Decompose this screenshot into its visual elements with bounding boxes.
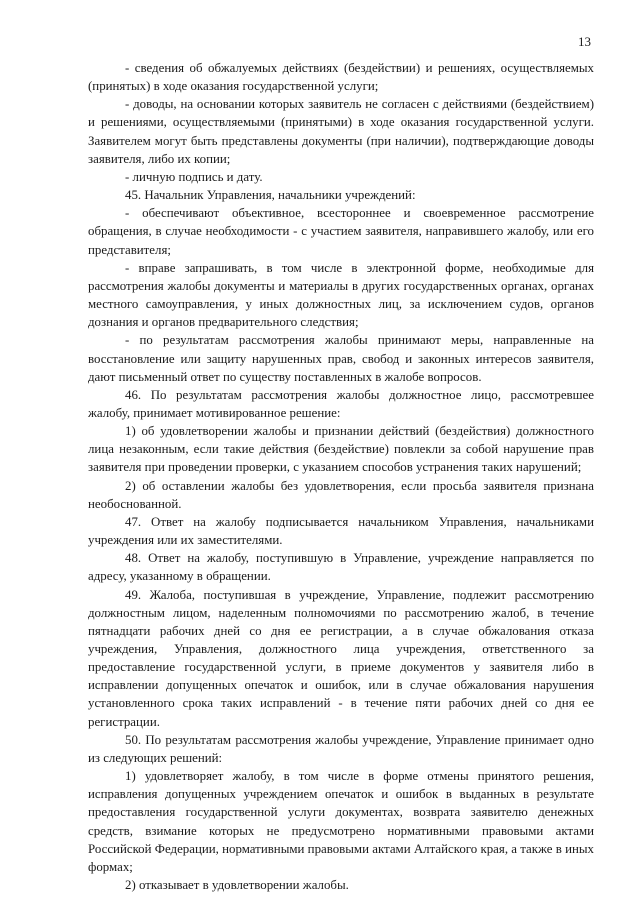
- paragraph: - личную подпись и дату.: [125, 169, 263, 184]
- paragraph: - сведения об обжалуемых действиях (бездействии) и решениях, осуществляемых (принятых) в ходе оказания государственной услуги;: [88, 61, 594, 94]
- paragraph: 1) об удовлетворении жалобы и признании действий (бездействия) должностного лица незаконным, если такие действия (бездействие) повлекли за собой нарушение прав заявителя при проведении проверки, с указанием способов устранения таких нарушений;: [88, 424, 594, 475]
- document-body: [88, 59, 594, 894]
- paragraph: - по результатам рассмотрения жалобы принимают меры, направленные на восстановление или защиту нарушенных прав, свобод и законных интересов заявителя, дают письменный ответ по существу поставленных в жалобе вопросов.: [88, 333, 594, 384]
- paragraph: 1) удовлетворяет жалобу, в том числе в форме отмены принятого решения, исправления допущенных учреждением опечаток и ошибок в выданных в результате предоставления государственной услуги документах, возврата заявителю денежных средств, взимание которых не предусмотрено нормативными правовыми актами Российской Федерации, нормативными правовыми актами Алтайского края, а также в иных формах;: [88, 769, 594, 874]
- paragraph: - обеспечивают объективное, всестороннее и своевременное рассмотрение обращения, в случае необходимости - с участием заявителя, направившего жалобу, или его представителя;: [88, 206, 594, 257]
- paragraph: - доводы, на основании которых заявитель не согласен с действиями (бездействием) и решениями, осуществляемыми (принятыми) в ходе оказания государственной услуги. Заявителем могут быть представлены документы (при наличии), подтверждающие доводы заявителя, либо их копии;: [88, 97, 594, 166]
- section-49: 49. Жалоба, поступившая в учреждение, Управление, подлежит рассмотрению должностным лицом, наделенным полномочиями по рассмотрению жалоб, в течение пятнадцати рабочих дней со дня ее регистрации, а в случае обжалования отказа учреждения, Управления, должностного лица учреждения, ответственного за предоставление государственной услуги, в приеме документов у заявителя либо в исправлении допущенных опечаток и ошибок, или в случае обжалования нарушения установленного срока таких исправлений - в течение пяти рабочих дней со дня ее регистрации.: [88, 587, 594, 729]
- paragraph: - вправе запрашивать, в том числе в электронной форме, необходимые для рассмотрения жалобы документы и материалы в других государственных органах, органах местного самоуправления, у иных должностных лиц, за исключением судов, органов дознания и органов предварительного следствия;: [88, 260, 594, 330]
- page-number: 13: [578, 34, 591, 49]
- section-47: 47. Ответ на жалобу подписывается начальником Управления, начальниками учреждения или их заместителями.: [88, 514, 594, 548]
- section-50: 50. По результатам рассмотрения жалобы учреждение, Управление принимает одно из следующих решений:: [88, 732, 594, 765]
- section-45-heading: 45. Начальник Управления, начальники учреждений:: [125, 188, 416, 203]
- section-48: 48. Ответ на жалобу, поступившую в Управление, учреждение направляется по адресу, указанному в обращении.: [88, 551, 594, 584]
- paragraph: 2) об оставлении жалобы без удовлетворения, если просьба заявителя признана необоснованной.: [88, 478, 594, 511]
- section-46: 46. По результатам рассмотрения жалобы должностное лицо, рассмотревшее жалобу, принимает мотивированное решение:: [88, 387, 594, 420]
- paragraph: 2) отказывает в удовлетворении жалобы.: [125, 878, 349, 893]
